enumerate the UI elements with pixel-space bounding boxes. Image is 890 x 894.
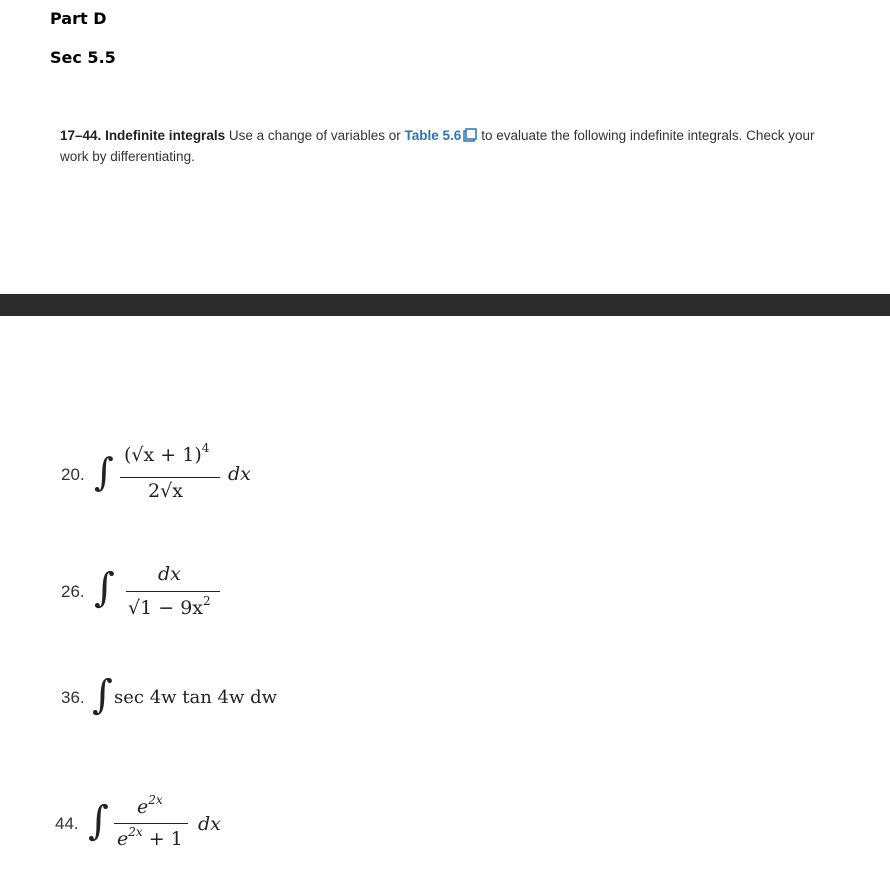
differential: dx <box>228 463 251 485</box>
table-link[interactable]: Table 5.6 <box>404 128 462 143</box>
fraction-bar <box>114 823 188 824</box>
denominator: $e^{2x} + 1$ <box>117 825 183 850</box>
denominator: 2√x <box>148 480 183 502</box>
differential: dx <box>198 813 221 835</box>
instructions-text: Use a change of variables or <box>228 128 401 143</box>
numerator: $e^{2x}$ <box>137 793 163 818</box>
instructions <box>60 125 830 167</box>
problem-number: 26. <box>61 582 85 601</box>
section-heading: Sec 5.5 <box>50 48 116 67</box>
problem-26 <box>0 555 400 635</box>
integral-sign: ∫ <box>88 798 109 844</box>
numerator: $(√x + 1)^4$ <box>124 441 210 466</box>
integral-sign: ∫ <box>94 565 115 611</box>
integral-sign: ∫ <box>92 672 113 718</box>
external-link-icon[interactable] <box>463 128 477 142</box>
instructions-text-end: to evaluate the following indefinite integrals. Check your work by differentiating. <box>60 128 815 164</box>
topic-title: Indefinite integrals <box>105 128 226 143</box>
part-heading: Part D <box>50 9 107 28</box>
integral-sign: ∫ <box>94 450 114 494</box>
problem-44 <box>0 790 400 870</box>
problem-36 <box>0 672 400 732</box>
integrand: sec 4w tan 4w dw <box>114 687 278 708</box>
numerator: dx <box>158 563 181 585</box>
fraction-bar <box>120 477 220 478</box>
problem-number: 20. <box>61 465 85 484</box>
divider-bar <box>0 294 890 316</box>
problem-range: 17–44. <box>60 128 102 143</box>
problem-number: 36. <box>61 688 85 707</box>
problem-number: 44. <box>55 814 79 833</box>
denominator: $√1 - 9x^2$ <box>128 594 211 619</box>
problem-20 <box>0 430 400 530</box>
fraction-bar <box>126 591 220 592</box>
